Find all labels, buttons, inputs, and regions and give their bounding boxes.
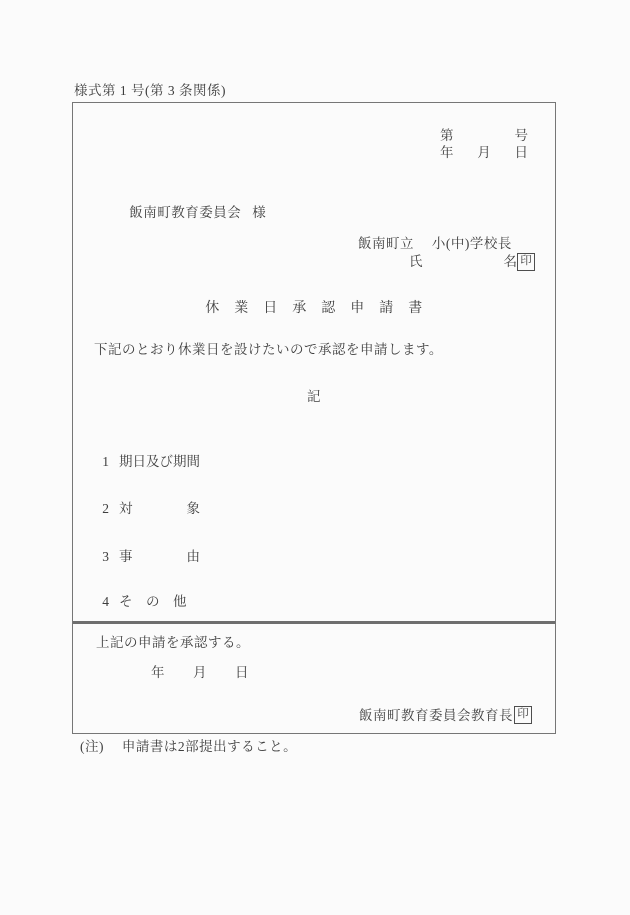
footnote: (注) 申請書は2部提出すること。	[80, 739, 298, 754]
item-label: そ の 他	[119, 593, 187, 609]
applicant-school-line: 飯南町立 小(中)学校長	[358, 236, 512, 251]
item-number: 1	[102, 453, 109, 469]
date-day-label: 日	[514, 145, 528, 160]
list-item-period	[82, 441, 200, 482]
item-label: 期日及び期間	[119, 453, 200, 469]
approval-section-divider	[73, 621, 555, 624]
doc-number-prefix: 第	[440, 128, 454, 143]
date-month-label: 月	[477, 145, 491, 160]
item-number: 3	[102, 548, 109, 564]
applicant-name-line	[409, 255, 517, 269]
document-date-line	[440, 146, 528, 160]
addressee-honorific: 様	[252, 204, 267, 220]
addressee-name: 飯南町教育委員会	[129, 204, 242, 220]
item-label: 対 象	[119, 500, 200, 516]
approval-statement: 上記の申請を承認する。	[96, 635, 250, 650]
list-item-reason	[82, 536, 200, 577]
list-item-target	[82, 488, 200, 529]
date-year-label: 年	[440, 145, 454, 160]
approver-title: 飯南町教育委員会教育長	[359, 708, 513, 723]
application-statement: 下記のとおり休業日を設けたいので承認を申請します。	[94, 342, 443, 357]
name-label-right: 名	[503, 254, 517, 269]
application-form-box	[72, 102, 556, 734]
form-number-label: 様式第 1 号(第 3 条関係)	[74, 83, 226, 98]
document-number-line	[440, 129, 528, 143]
addressee-line	[106, 192, 266, 233]
item-number: 4	[102, 593, 109, 609]
approver-seal-box: 印	[514, 706, 532, 724]
ki-heading: 記	[307, 389, 321, 404]
doc-number-suffix: 号	[514, 128, 528, 143]
approval-date-line: 年 月 日	[151, 665, 249, 680]
document-title: 休 業 日 承 認 申 請 書	[205, 301, 423, 316]
item-label: 事 由	[119, 548, 200, 564]
list-item-other	[82, 581, 187, 622]
name-label-left: 氏	[409, 254, 423, 269]
item-number: 2	[102, 500, 109, 516]
applicant-seal-box: 印	[517, 253, 535, 271]
